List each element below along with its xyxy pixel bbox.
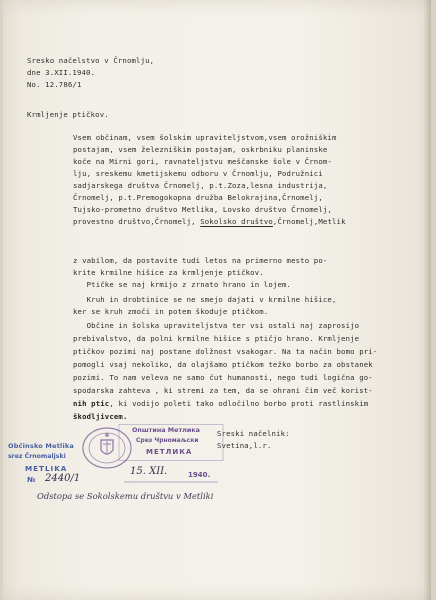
addressee-text: provestno društvo,Črnomelj, — [73, 217, 201, 226]
stamp-line: Občinsko Metlika — [8, 442, 74, 450]
signature-title: Sreski načelnik: — [217, 429, 290, 438]
signature-name: Svetina,l.r. — [217, 441, 272, 450]
stamp-border — [118, 424, 228, 488]
body-line: pozimi. To nam veleva ne samo čut humanosti, nego tudi logična go- — [73, 373, 373, 382]
stamp-line: МЕТЛИКА — [146, 448, 193, 456]
addressee-line: koče na Mirni gori, ravnateljstvu meščanske šole v Črnom- — [73, 157, 332, 166]
underlined-addressee: Sokolsko društvo — [200, 217, 273, 226]
registry-number: 2440/1 — [45, 473, 81, 484]
stamp-line: srez Črnomaljski — [8, 453, 66, 460]
body-line: Kruh in drobtinice se ne smejo dajati v krmilne hišice, — [73, 295, 337, 304]
body-line: spodarska zahteva , ki stremi za tem, da se ohrani čim več korist- — [73, 386, 373, 395]
stamp-line: Срез Чрномаљски — [136, 437, 199, 444]
addressee-line: Vsem občinam, vsem šolskim upraviteljstvom,vsem orožniškim — [73, 133, 337, 142]
addressee-line: lju, sreskemu kmetijskemu odboru v Črnomlju, Podružnici — [73, 169, 323, 178]
body-line: Občine in šolska upraviteljstva ter vsi ostali naj zaprosijo — [73, 321, 360, 330]
subject-line: Krmljenje ptičkov. — [27, 110, 109, 119]
addressee-line: sadjarskega društva Črnomelj, p.t.Zoza,lesna industrija, — [73, 181, 328, 190]
body-line: pomogli vsaj nekoliko, da olajšamo ptičkom težko borbo za obstanek — [73, 360, 373, 369]
body-line-bold — [73, 399, 368, 410]
municipal-stamp-right — [118, 424, 228, 488]
body-line-last: škodljivcem. — [73, 412, 128, 421]
office-line: Sresko načelstvo v Črnomlju, — [27, 56, 155, 65]
body-line: ker se kruh zmoči in potem škoduje ptičkom. — [73, 307, 269, 316]
stamp-prefix: № — [27, 476, 36, 484]
addressee-line: Tujsko-prometno društvo Metlika, Lovsko društvo Črnomelj, — [73, 205, 332, 214]
addressee-text: ,Črnomelj,Metlik — [272, 217, 346, 226]
body-line: prebivalstvo, da polni krmilne hišice s ptičjo hrano. Krmljenje — [73, 334, 360, 343]
stamp-line: Општина Метлика — [132, 426, 200, 434]
body-line: z vabilom, da postavite tudi letos na primerno mesto po- — [73, 256, 328, 265]
document-sheet — [3, 0, 431, 600]
stamp-date: 15. XII. — [130, 466, 168, 477]
body-line: Ptičke se naj krmijo z zrnato hrano in lojem. — [73, 280, 292, 289]
addressee-line: Črnomelj, p.t.Premogokopna družba Belokrajina,Črnomelj, — [73, 193, 323, 202]
body-text: , ki vodijo poleti tako odločilno borbo proti rastlinskim — [109, 399, 369, 408]
addressee-line: postajam, vsem železniškim postajam, oskrbniku planinske — [73, 145, 328, 154]
addressee-line-last — [73, 217, 346, 228]
page-edge-shadow — [423, 0, 431, 600]
stamp-year: 1940. — [188, 471, 211, 479]
body-line: ptičkov pozimi naj postane dolžnost vsakogar. Na ta način bomo pri- — [73, 347, 378, 356]
bold-phrase: nih ptic — [73, 399, 110, 408]
body-line: krite krmilne hišice za krmljenje ptičkov. — [73, 268, 264, 277]
reference-number: No. 12.786/1 — [27, 80, 82, 89]
date-line: dne 3.XII.1940. — [27, 68, 96, 77]
stamp-line: METLIKA — [25, 464, 68, 473]
handwritten-note: Odstopa se Sokolskemu društvu v Metliki — [37, 491, 214, 501]
